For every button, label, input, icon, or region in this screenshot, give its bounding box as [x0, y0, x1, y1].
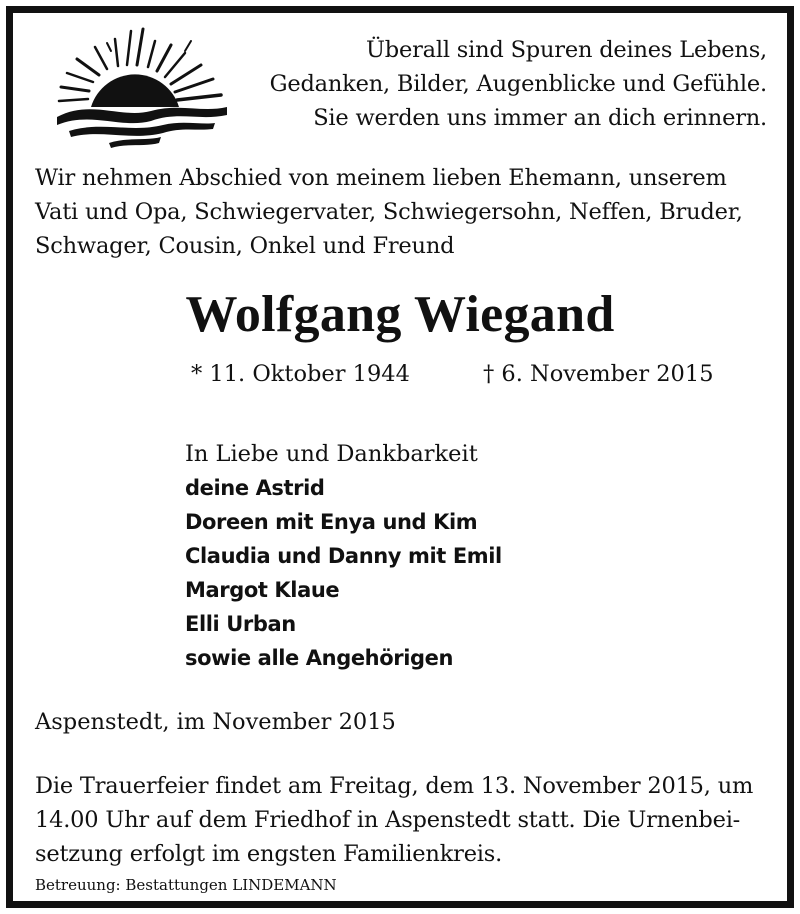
poem-line: Überall sind Spuren deines Lebens,	[366, 37, 767, 63]
mourners-list	[185, 437, 502, 675]
poem-line: Sie werden uns immer an dich erinnern.	[313, 105, 767, 131]
mourner: Claudia und Danny mit Emil	[185, 544, 502, 568]
funeral-line: Die Trauerfeier findet am Freitag, dem 13. November 2015, um	[35, 773, 754, 799]
obituary-notice	[6, 6, 794, 908]
intro-line: Vati und Opa, Schwiegervater, Schwiegersohn, Neffen, Bruder,	[35, 199, 743, 225]
mourner: Elli Urban	[185, 612, 296, 636]
sunset-over-hills-icon	[51, 21, 233, 151]
intro-line: Wir nehmen Abschied von meinem lieben Ehemann, unserem	[35, 165, 727, 191]
intro-line: Schwager, Cousin, Onkel und Freund	[35, 233, 455, 259]
death-date: † 6. November 2015	[483, 361, 714, 387]
funeral-line: setzung erfolgt im engsten Familienkreis.	[35, 841, 503, 867]
mourner: deine Astrid	[185, 476, 325, 500]
mourner: Margot Klaue	[185, 578, 340, 602]
place-and-date: Aspenstedt, im November 2015	[35, 709, 396, 735]
undertaker-credit: Betreuung: Bestattungen LINDEMANN	[35, 876, 337, 894]
memorial-poem	[270, 33, 767, 135]
mourner: Doreen mit Enya und Kim	[185, 510, 478, 534]
funeral-information	[35, 769, 753, 871]
poem-line: Gedanken, Bilder, Augenblicke und Gefühle.	[269, 71, 767, 97]
mourner: sowie alle Angehörigen	[185, 646, 454, 670]
birth-date: * 11. Oktober 1944	[191, 361, 410, 387]
farewell-intro	[35, 161, 775, 263]
mourners-heading: In Liebe und Dankbarkeit	[185, 441, 478, 467]
funeral-line: 14.00 Uhr auf dem Friedhof in Aspenstedt statt. Die Urnenbei-	[35, 807, 741, 833]
deceased-name: Wolfgang Wiegand	[185, 286, 615, 343]
